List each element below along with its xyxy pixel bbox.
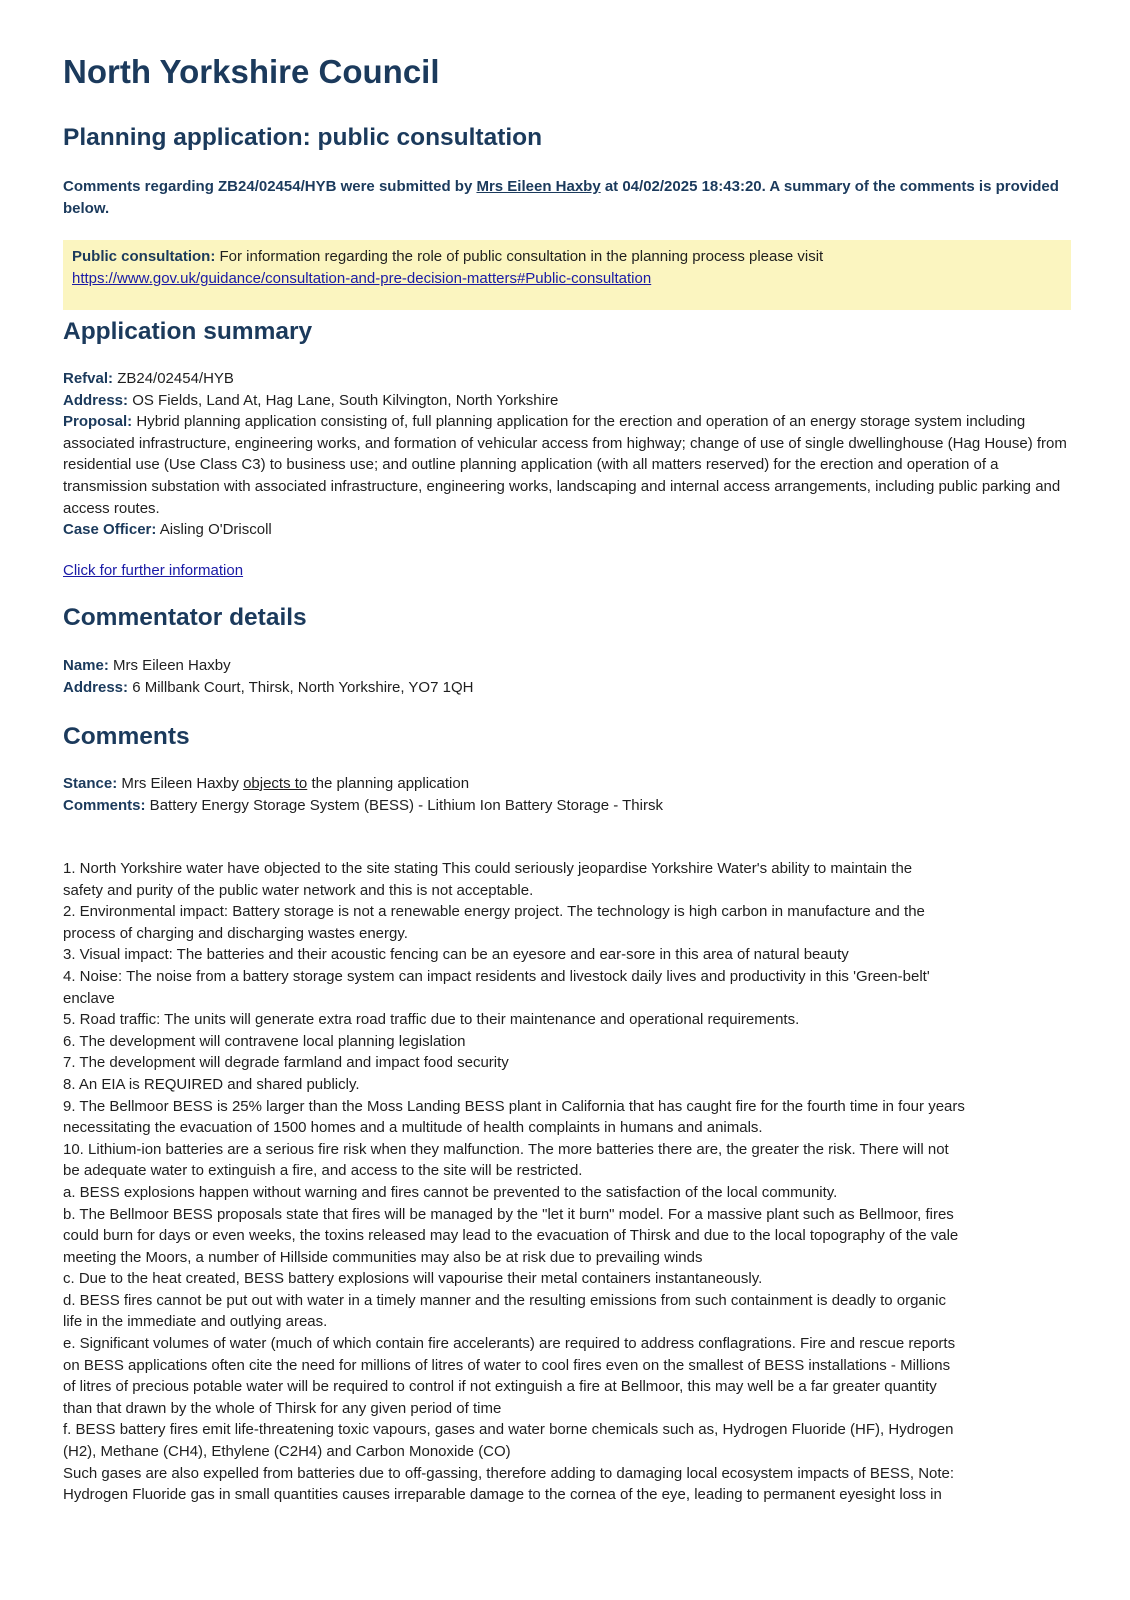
comment-line: d. BESS fires cannot be put out with water in a timely manner and the resulting emissions from such containment is deadly to organic xyxy=(63,1291,946,1309)
comment-line: 1. North Yorkshire water have objected to the site stating This could seriously jeopardise Yorkshire Water's ability to maintain the xyxy=(63,860,913,877)
comment-line: on BESS applications often cite the need for millions of litres of water to cool fires even on the smallest of BESS installations - Millions xyxy=(63,1356,951,1374)
council-title: North Yorkshire Council xyxy=(63,53,440,90)
page-heading: Planning application: public consultation xyxy=(63,124,543,151)
commentator-address-label: Address: xyxy=(63,678,129,696)
case-officer-value: Aisling O'Driscoll xyxy=(156,521,272,539)
comment-line: 9. The Bellmoor BESS is 25% larger than the Moss Landing BESS plant in California that has caught fire for the fourth time in four years xyxy=(63,1097,965,1115)
comment-line: b. The Bellmoor BESS proposals state that fires will be managed by the "let it burn" model. For a massive plant such as Bellmoor, fires xyxy=(63,1205,954,1223)
commentator-details xyxy=(63,655,1071,698)
stance-prefix: Mrs Eileen Haxby xyxy=(117,775,244,792)
application-summary-heading: Application summary xyxy=(63,318,313,345)
proposal-row xyxy=(63,411,1071,519)
comments-heading: Comments xyxy=(63,723,190,750)
proposal-value: Hybrid planning application consisting of, full planning application for the erection and operation of an energy storage system including associated infrastructure, engineering works, and formation of vehicular access from highway; change of use of single dwellinghouse (Hag House) from residential use (Use Class C3) to business use; and outline planning application (with all matters reserved) for the erection and operation of a transmission substation with associated infrastructure, engineering works, landscaping and internal access arrangements, including public parking and access routes. xyxy=(63,413,1067,517)
commentator-name-value: Mrs Eileen Haxby xyxy=(108,657,231,674)
intro-prefix: Comments regarding ZB24/02454/HYB were submitted by xyxy=(63,178,477,195)
comments-title-row xyxy=(63,795,1071,817)
consultation-guidance-link[interactable]: https://www.gov.uk/guidance/consultation-and-pre-decision-matters#Public-consultation xyxy=(72,270,652,287)
comment-line: than that drawn by the whole of Thirsk for any given period of time xyxy=(63,1399,502,1417)
intro-paragraph xyxy=(63,176,1071,220)
comments-label: Comments: xyxy=(63,796,146,814)
address-row xyxy=(63,390,1071,412)
case-officer-row xyxy=(63,519,1071,541)
stance-label: Stance: xyxy=(63,775,118,792)
consultation-notice xyxy=(63,240,1071,310)
comment-line: be adequate water to extinguish a fire, and access to the site will be restricted. xyxy=(63,1162,583,1180)
notice-label: Public consultation: xyxy=(72,248,216,265)
comment-line: process of charging and discharging wastes energy. xyxy=(63,924,408,942)
refval-value: ZB24/02454/HYB xyxy=(113,370,234,387)
comments-title: Battery Energy Storage System (BESS) - Lithium Ion Battery Storage - Thirsk xyxy=(145,796,663,814)
comments-body xyxy=(63,858,1071,1506)
comment-line: f. BESS battery fires emit life-threatening toxic vapours, gases and water borne chemicals such as, Hydrogen Fluoride (HF), Hydrogen xyxy=(63,1421,954,1439)
comment-line: 6. The development will contravene local planning legislation xyxy=(63,1032,466,1050)
commentator-address-value: 6 Millbank Court, Thirsk, North Yorkshire, YO7 1QH xyxy=(128,678,474,696)
proposal-label: Proposal: xyxy=(63,413,133,431)
comment-line: Such gases are also expelled from batteries due to off-gassing, therefore adding to damaging local ecosystem impacts of BESS, Note: xyxy=(63,1464,955,1482)
commentator-address-row xyxy=(63,677,1071,699)
comment-line: of litres of precious potable water will be required to control if not extinguish a fire at Bellmoor, this may well be a far greater quantity xyxy=(63,1378,937,1396)
refval-label: Refval: xyxy=(63,370,114,387)
notice-text: For information regarding the role of public consultation in the planning process please visit xyxy=(215,248,824,265)
stance-value[interactable]: objects to xyxy=(243,775,308,792)
comment-line: 5. Road traffic: The units will generate extra road traffic due to their maintenance and operational requirements. xyxy=(63,1011,800,1029)
stance-suffix: the planning application xyxy=(307,775,470,792)
comment-line: could burn for days or even weeks, the toxins released may lead to the evacuation of Thirsk and due to the local topography of the vale xyxy=(63,1227,959,1245)
stance-block xyxy=(63,773,1071,816)
refval-row xyxy=(63,368,1071,390)
further-info-link[interactable]: Click for further information xyxy=(63,562,244,579)
application-summary xyxy=(63,368,1071,541)
comment-line: 4. Noise: The noise from a battery storage system can impact residents and livestock daily lives and productivity in this 'Green-belt' xyxy=(63,967,930,985)
comment-line: safety and purity of the public water network and this is not acceptable. xyxy=(63,881,534,899)
comment-line: necessitating the evacuation of 1500 homes and a multitude of health complaints in humans and animals. xyxy=(63,1119,763,1137)
comment-line: a. BESS explosions happen without warning and fires cannot be prevented to the satisfaction of the local community. xyxy=(63,1183,838,1201)
comment-line: e. Significant volumes of water (much of which contain fire accelerants) are required to address conflagrations. Fire and rescue reports xyxy=(63,1335,956,1353)
comment-line: c. Due to the heat created, BESS battery explosions will vapourise their metal containers instantaneously. xyxy=(63,1270,763,1288)
comment-line: meeting the Moors, a number of Hillside communities may also be at risk due to prevailing winds xyxy=(63,1248,703,1266)
comment-line: Hydrogen Fluoride gas in small quantities causes irreparable damage to the cornea of the eye, leading to permanent eyesight loss in xyxy=(63,1486,942,1504)
case-officer-label: Case Officer: xyxy=(63,521,157,539)
commenter-link[interactable]: Mrs Eileen Haxby xyxy=(476,178,601,195)
comment-line: 8. An EIA is REQUIRED and shared publicly. xyxy=(63,1075,360,1093)
commentator-name-label: Name: xyxy=(63,657,109,674)
comment-line: 3. Visual impact: The batteries and their acoustic fencing can be an eyesore and ear-sore in this area of natural beauty xyxy=(63,946,849,964)
address-label: Address: xyxy=(63,391,129,409)
comment-line: enclave xyxy=(63,989,115,1007)
comment-line: 2. Environmental impact: Battery storage is not a renewable energy project. The technology is high carbon in manufacture and the xyxy=(63,903,925,921)
comment-line: 7. The development will degrade farmland and impact food security xyxy=(63,1054,509,1072)
comment-line: life in the immediate and outlying areas. xyxy=(63,1313,328,1331)
address-value: OS Fields, Land At, Hag Lane, South Kilvington, North Yorkshire xyxy=(128,391,559,409)
stance-row xyxy=(63,773,1071,795)
further-info-row xyxy=(63,560,1071,582)
commentator-heading: Commentator details xyxy=(63,604,307,631)
comment-line: (H2), Methane (CH4), Ethylene (C2H4) and Carbon Monoxide (CO) xyxy=(63,1443,511,1461)
intro-suffix: at 04/02/2025 18:43:20. A summary of the comments is provided below. xyxy=(63,178,1059,217)
comment-line: 10. Lithium-ion batteries are a serious fire risk when they malfunction. The more batteries there are, the greater the risk. There will not xyxy=(63,1140,949,1158)
commentator-name-row xyxy=(63,655,1071,677)
